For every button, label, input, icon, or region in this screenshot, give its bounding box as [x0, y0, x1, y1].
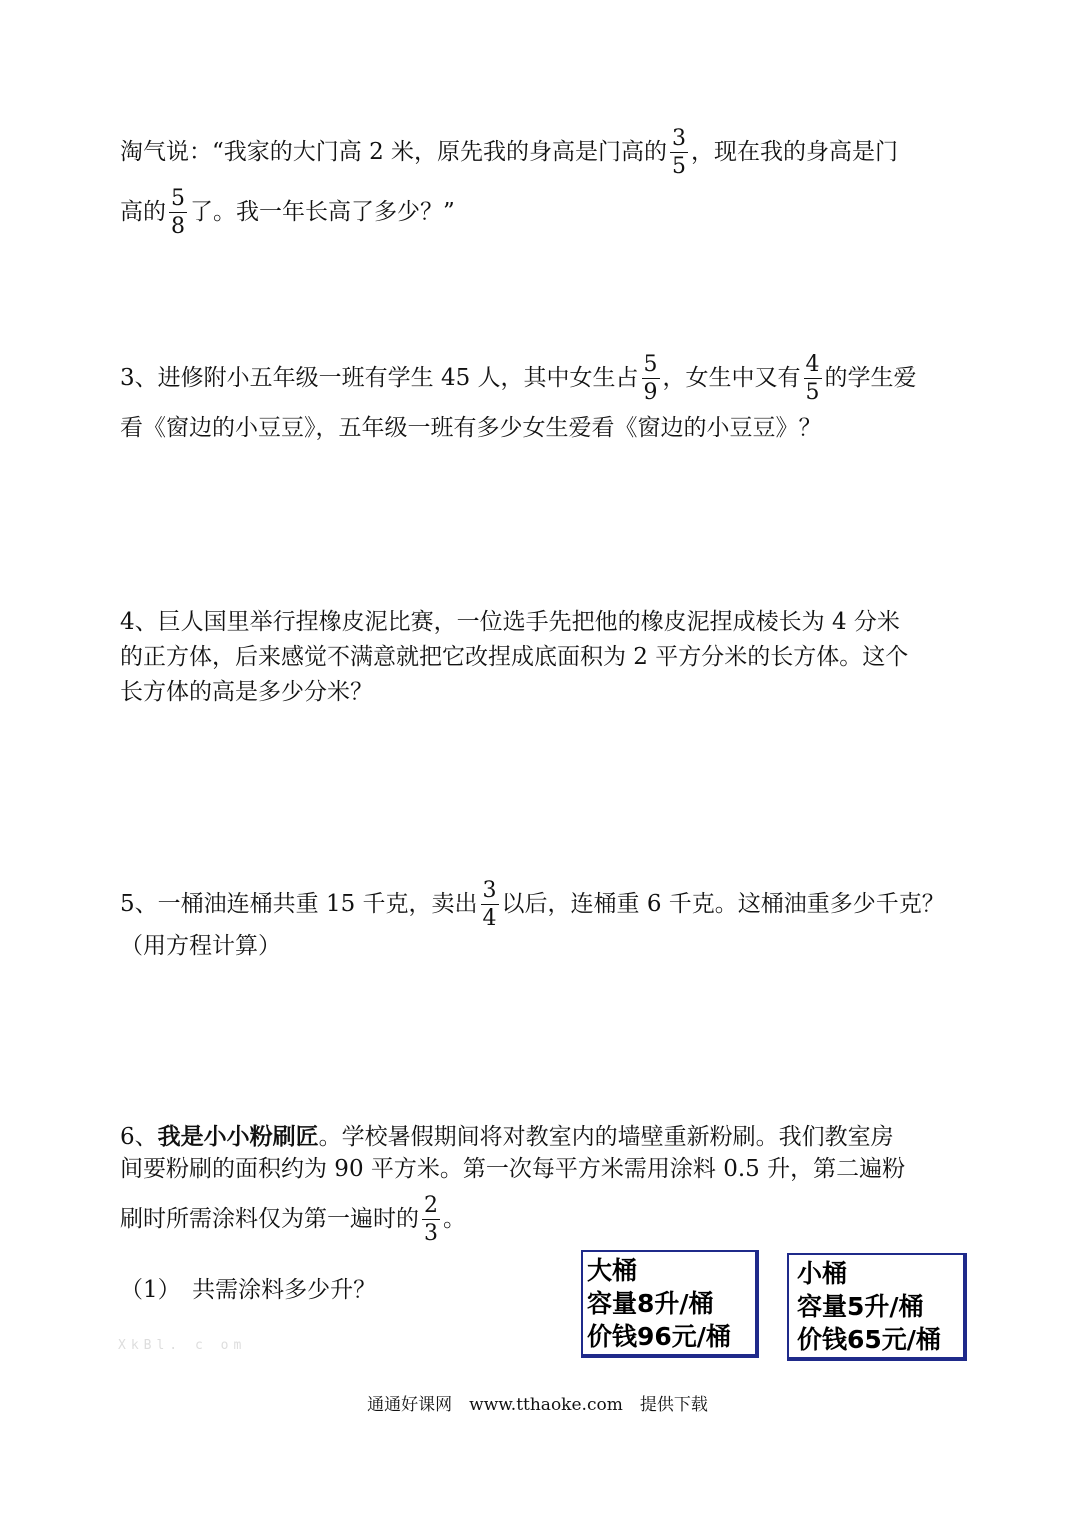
fraction	[481, 880, 499, 930]
fraction-denominator: 3	[424, 1221, 438, 1246]
fraction	[422, 1195, 440, 1245]
small-bucket-capacity: 容量5升/桶	[797, 1292, 924, 1321]
q2-line-2	[120, 188, 455, 238]
fraction-denominator: 9	[643, 380, 658, 405]
fraction-denominator: 5	[805, 380, 820, 405]
big-bucket-title: 大桶	[587, 1256, 638, 1285]
fraction	[670, 128, 688, 178]
big-bucket-capacity: 容量8升/桶	[587, 1289, 714, 1318]
q2-text: ，现在我的身高是门	[691, 139, 899, 165]
footer-credit: 通通好课网 www.tthaoke.com 提供下载	[367, 1395, 708, 1415]
q5-text: 5、一桶油连桶共重 15 千克，卖出	[120, 891, 478, 917]
q6-text: 。	[443, 1206, 466, 1232]
q2-text: 淘气说：“我家的大门高 2 米，原先我的身高是门高的	[120, 139, 668, 165]
fraction-numerator: 3	[672, 126, 687, 151]
q6-line-2: 间要粉刷的面积约为 90 平方米。第一次每平方米需用涂料 0.5 升，第二遍粉	[120, 1156, 906, 1182]
q5-text: 以后，连桶重 6 千克。这桶油重多少千克？	[501, 891, 945, 917]
fraction-numerator: 2	[424, 1193, 438, 1218]
q6-line-1	[120, 1121, 894, 1153]
q5-line-2: （用方程计算）	[120, 933, 281, 959]
fraction-denominator: 8	[171, 214, 185, 239]
q2-line-1	[120, 128, 898, 178]
q6-text: 。学校暑假期间将对教室内的墙壁重新粉刷。我们教室房	[318, 1124, 894, 1150]
fraction-numerator: 3	[482, 878, 497, 903]
q3-text: 3、进修附小五年级一班有学生 45 人，其中女生占	[120, 365, 639, 391]
big-bucket-price: 价钱96元/桶	[587, 1322, 731, 1351]
q6-number: 6、	[120, 1124, 158, 1150]
fraction-numerator: 5	[643, 352, 658, 377]
big-bucket-box	[581, 1250, 759, 1358]
q3-text: ，女生中又有	[662, 365, 801, 391]
fraction	[642, 354, 660, 404]
fraction-numerator: 4	[805, 352, 820, 377]
q4-line-3: 长方体的高是多少分米？	[120, 679, 373, 705]
q3-text: 的学生爱	[824, 365, 917, 391]
fraction	[804, 354, 822, 404]
q6-subquestion-1: （1） 共需涂料多少升？	[120, 1277, 377, 1303]
q5-line-1	[120, 880, 945, 930]
q3-line-1	[120, 354, 917, 404]
q4-line-1: 4、巨人国里举行捏橡皮泥比赛，一位选手先把他的橡皮泥捏成棱长为 4 分米	[120, 609, 900, 635]
fraction-denominator: 5	[672, 154, 687, 179]
q3-line-2: 看《窗边的小豆豆》，五年级一班有多少女生爱看《窗边的小豆豆》？	[120, 415, 822, 441]
fraction-numerator: 5	[171, 186, 185, 211]
q6-text: 刷时所需涂料仅为第一遍时的	[120, 1206, 419, 1232]
fraction-denominator: 4	[482, 906, 497, 931]
q6-line-3	[120, 1195, 466, 1245]
q6-title: 我是小小粉刷匠	[157, 1123, 319, 1150]
fraction	[169, 188, 187, 238]
small-bucket-price: 价钱65元/桶	[797, 1325, 941, 1354]
small-bucket-box	[787, 1253, 967, 1361]
q4-line-2: 的正方体，后来感觉不满意就把它改捏成底面积为 2 平方分米的长方体。这个	[120, 644, 909, 670]
watermark: XkBl. c om	[118, 1338, 247, 1353]
q2-text: 高的	[120, 199, 166, 225]
q2-text: 了。我一年长高了多少？”	[190, 199, 455, 225]
small-bucket-title: 小桶	[797, 1259, 848, 1288]
